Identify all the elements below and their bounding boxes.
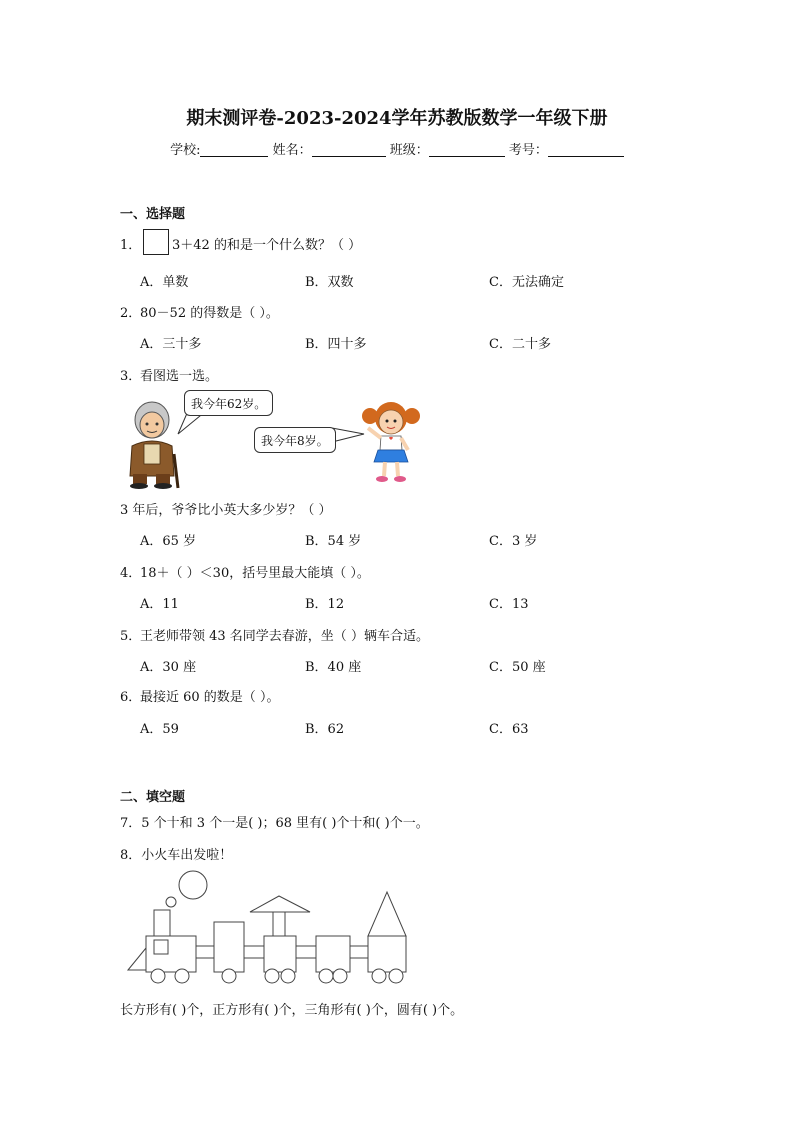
q3-option-b[interactable]: B．54 岁 <box>305 534 362 549</box>
wheel <box>281 969 295 983</box>
car-2 <box>264 936 296 972</box>
question-3-text: 看图选一选。 <box>140 369 219 384</box>
question-3-followup: 3 年后，爷爷比小英大多少岁？（ ） <box>120 503 332 518</box>
name-blank[interactable] <box>312 143 386 157</box>
q2-option-c[interactable]: C．二十多 <box>489 337 551 352</box>
roof-triangle <box>250 896 310 912</box>
class-blank[interactable] <box>429 143 505 157</box>
connector-3 <box>296 946 316 958</box>
question-5-number: 5． <box>120 629 142 644</box>
wheel <box>372 969 386 983</box>
school-blank[interactable] <box>200 143 268 157</box>
blank-box[interactable] <box>143 229 169 255</box>
q2-option-b[interactable]: B．四十多 <box>305 337 367 352</box>
name-label: 姓名： <box>272 143 312 158</box>
question-6-text: 最接近 60 的数是（ ）。 <box>140 690 280 705</box>
connector-4 <box>350 946 368 958</box>
q6-option-a[interactable]: A．59 <box>140 722 179 737</box>
speech-bubble-grandpa: 我今年62岁。 <box>184 390 273 416</box>
student-info-line <box>0 139 794 158</box>
question-7-text: 7．5 个十和 3 个一是( )；68 里有( )个十和( )个一。 <box>120 816 429 831</box>
question-8-answer-line: 长方形有( )个，正方形有( )个，三角形有( )个，圆有( )个。 <box>120 1003 464 1018</box>
wheel <box>333 969 347 983</box>
speech-bubble-girl: 我今年8岁。 <box>254 427 336 453</box>
connector-2 <box>244 946 264 958</box>
question-8-text: 8．小火车出发啦！ <box>120 848 233 863</box>
wheel <box>265 969 279 983</box>
q3-option-c[interactable]: C．3 岁 <box>489 534 538 549</box>
q4-option-a[interactable]: A．11 <box>140 597 179 612</box>
q5-option-b[interactable]: B．40 座 <box>305 660 362 675</box>
question-2-text: 80－52 的得数是（ ）。 <box>140 306 279 321</box>
question-6-number: 6． <box>120 690 142 705</box>
q1-option-a[interactable]: A．单数 <box>140 275 189 290</box>
q4-option-b[interactable]: B．12 <box>305 597 345 612</box>
car-3 <box>316 936 350 972</box>
q5-option-c[interactable]: C．50 座 <box>489 660 546 675</box>
q5-option-a[interactable]: A．30 座 <box>140 660 197 675</box>
section-heading-fill: 二、填空题 <box>120 790 186 805</box>
question-4-text: 18＋（ ）＜30，括号里最大能填（ ）。 <box>140 566 370 581</box>
question-2-number: 2． <box>120 306 142 321</box>
section-heading-choice: 一、选择题 <box>120 207 186 222</box>
roof-post <box>273 912 285 936</box>
smoke-circle-small <box>166 897 176 907</box>
q1-option-c[interactable]: C．无法确定 <box>489 275 564 290</box>
q6-option-b[interactable]: B．62 <box>305 722 345 737</box>
question-1-text: 3＋42 的和是一个什么数？（ ） <box>172 238 362 253</box>
exam-no-label: 考号： <box>508 143 548 158</box>
page-title: 期末测评卷-2023-2024学年苏教版数学一年级下册 <box>186 108 608 129</box>
train-figure <box>120 866 420 988</box>
smoke-circle-large <box>179 871 207 899</box>
engine-window <box>154 940 168 954</box>
connector-1 <box>196 946 214 958</box>
girl-illustration <box>360 398 422 484</box>
question-3-number: 3． <box>120 369 142 384</box>
wheel <box>151 969 165 983</box>
question-5-text: 王老师带领 43 名同学去春游，坐（ ）辆车合适。 <box>140 629 429 644</box>
car-4-roof-triangle <box>368 892 406 936</box>
q2-option-a[interactable]: A．三十多 <box>140 337 202 352</box>
q4-option-c[interactable]: C．13 <box>489 597 529 612</box>
wheel <box>389 969 403 983</box>
school-label: 学校: <box>170 143 201 158</box>
chimney-square <box>154 910 170 936</box>
question-4-number: 4． <box>120 566 142 581</box>
wheel <box>222 969 236 983</box>
q1-option-b[interactable]: B．双数 <box>305 275 354 290</box>
car-4 <box>368 936 406 972</box>
car-1 <box>214 922 244 972</box>
q6-option-c[interactable]: C．63 <box>489 722 529 737</box>
wheel <box>175 969 189 983</box>
q3-option-a[interactable]: A．65 岁 <box>140 534 197 549</box>
wheel <box>319 969 333 983</box>
cowcatcher-triangle <box>128 948 146 970</box>
class-label: 班级： <box>389 143 429 158</box>
exam-no-blank[interactable] <box>548 143 624 157</box>
question-1-number: 1． <box>120 238 142 253</box>
